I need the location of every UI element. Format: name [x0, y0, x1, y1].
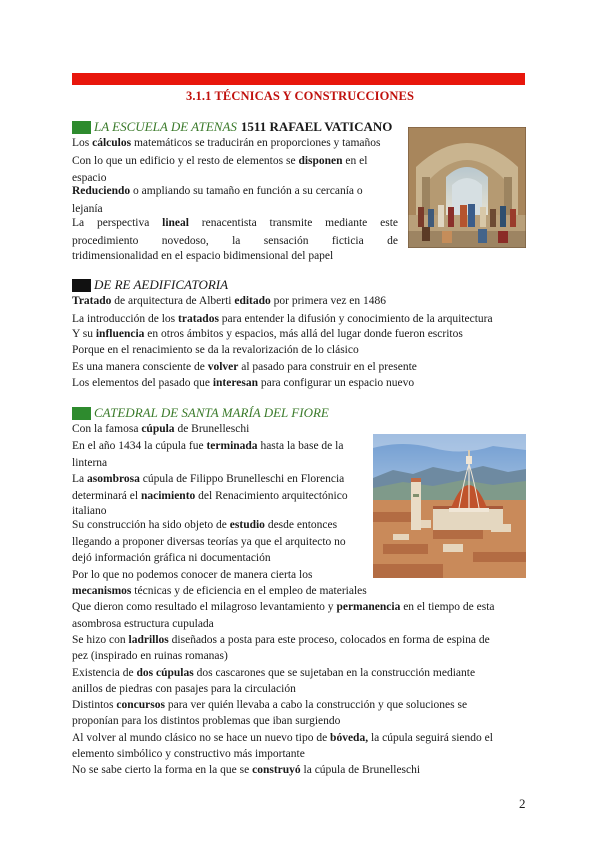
text-line: linterna [72, 457, 108, 469]
text-line: Distintos concursos para ver quién llevaba a cabo la construcción y que soluciones se [72, 699, 468, 711]
text-line: lejanía [72, 202, 103, 215]
text-line: tridimensionalidad en el espacio bidimensional del papel [72, 250, 334, 262]
text-line: asombrosa estructura cupulada [72, 618, 214, 630]
text-line: Porque en el renacimiento se da la revalorización de lo clásico [72, 344, 359, 356]
text-line: Y su influencia en otros ámbitos y espacios, más allá del lugar donde fueron escritos [72, 328, 463, 340]
heading-text: DE RE AEDIFICATORIA [94, 277, 229, 292]
text-line: anillos de piedras con pasajes para la circulación [72, 683, 296, 695]
text-line-justified: La perspectiva lineal renacentista transmite mediante este [72, 217, 398, 229]
text-line: La introducción de los tratados para entender la difusión y conocimiento de la arquitectura [72, 312, 493, 325]
text-line: Con la famosa cúpula de Brunelleschi [72, 423, 250, 435]
section-title: 3.1.1 TÉCNICAS Y CONSTRUCCIONES [185, 89, 415, 103]
text-line: mecanismos técnicas y de eficiencia en el empleo de materiales [72, 585, 367, 597]
school-of-athens-image [408, 127, 526, 248]
text-line: La asombrosa cúpula de Filippo Brunelleschi en Florencia [72, 473, 345, 485]
heading-catedral [72, 405, 329, 421]
heading-de-re-aedificatoria [72, 277, 228, 293]
text-line: No se sabe cierto la forma en la que se construyó la cúpula de Brunelleschi [72, 764, 421, 776]
text-line: Que dieron como resultado el milagroso levantamiento y permanencia en el tiempo de esta [72, 601, 495, 613]
text-line: determinará el nacimiento del Renacimiento arquitectónico [72, 490, 348, 502]
florence-cathedral-image [373, 434, 526, 578]
text-line: Reduciendo o ampliando su tamaño en función a su cercanía o [72, 185, 363, 197]
text-line: Su construcción ha sido objeto de estudio desde entonces [72, 519, 338, 531]
text-line: llegando a proponer diversas teorías ya que el arquitecto no [72, 536, 346, 548]
heading-text: LA ESCUELA DE ATENAS [94, 119, 237, 134]
title-bar [72, 73, 525, 85]
green-square-icon [72, 121, 91, 134]
text-line: Con lo que un edificio y el resto de elementos se disponen en el [72, 154, 368, 167]
text-line-justified: procedimiento novedoso, la sensación ficticia de [72, 234, 398, 247]
text-line: elemento simbólico y constructivo más importante [72, 748, 305, 760]
text-line: espacio [72, 172, 107, 185]
text-line: Es una manera consciente de volver al pasado para construir en el presente [72, 361, 417, 373]
text-line: dejó información gráfica ni documentación [72, 552, 271, 564]
heading-text: CATEDRAL DE SANTA MARÍA DEL FIORE [94, 405, 329, 420]
page-number: 2 [519, 796, 526, 811]
text-line: Por lo que no podemos conocer de manera cierta los [72, 569, 313, 581]
text-line: Existencia de dos cúpulas dos cascarones que se sujetaban en la construcción mediante [72, 667, 476, 679]
text-line: Los cálculos matemáticos se traducirán en proporciones y tamaños [72, 137, 381, 149]
heading-escuela-atenas [72, 119, 392, 135]
heading-bold-text: 1511 RAFAEL VATICANO [240, 119, 393, 134]
text-line: Tratado de arquitectura de Alberti editado por primera vez en 1486 [72, 295, 387, 307]
text-line: En el año 1434 la cúpula fue terminada hasta la base de la [72, 440, 344, 452]
text-line: Al volver al mundo clásico no se hace un nuevo tipo de bóveda, la cúpula seguirá siendo el [72, 732, 493, 744]
black-square-icon [72, 279, 91, 292]
text-line: Se hizo con ladrillos diseñados a posta para este proceso, colocados en forma de espina de [72, 634, 490, 646]
text-line: pez (inspirado en ruinas romanas) [72, 650, 228, 662]
text-line: Los elementos del pasado que interesan para configurar un espacio nuevo [72, 377, 415, 389]
text-line: italiano [72, 505, 107, 517]
green-square-icon [72, 407, 91, 420]
text-line: proponían para los distintos problemas que iban surgiendo [72, 715, 341, 727]
